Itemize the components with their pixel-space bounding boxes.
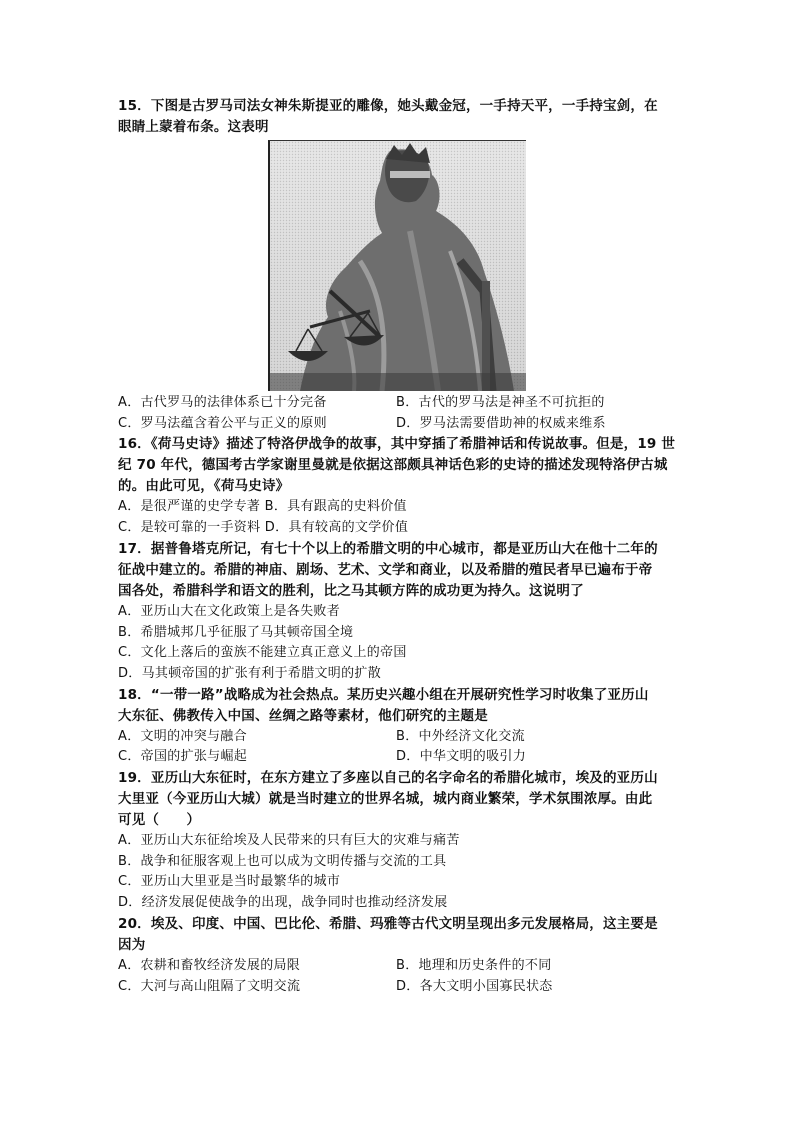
question-19 <box>118 768 678 914</box>
question-18-option-b[interactable]: B．中外经济文化交流 <box>396 728 525 744</box>
question-19-option-c[interactable]: C．亚历山大里亚是当时最繁华的城市 <box>118 874 341 890</box>
question-15-option-b[interactable]: B．古代的罗马法是神圣不可抗拒的 <box>396 395 605 410</box>
question-16-options-cd[interactable]: C．是较可靠的一手资料 D．具有较高的文学价值 <box>118 520 409 536</box>
question-15-stem-line-1: 15．下图是古罗马司法女神朱斯提亚的雕像，她头戴金冠，一手持天平，一手持宝剑，在 <box>118 98 658 114</box>
question-17 <box>118 539 678 685</box>
question-20-stem-line-1: 20．埃及、印度、中国、巴比伦、希腊、玛雅等古代文明呈现出多元发展格局，这主要是 <box>118 915 658 932</box>
statue-image-icon <box>270 141 526 391</box>
question-16-stem-line-1: 16．《荷马史诗》描述了特洛伊战争的故事，其中穿插了希腊神话和传说故事。但是，19 世 <box>118 436 676 453</box>
question-18-stem-line-2: 大东征、佛教传入中国、丝绸之路等素材，他们研究的主题是 <box>118 707 488 724</box>
question-16-stem-line-3: 的。由此可见，《荷马史诗》 <box>118 478 290 495</box>
question-17-option-b[interactable]: B．希腊城邦几乎征服了马其顿帝国全境 <box>118 624 354 640</box>
question-19-option-d[interactable]: D．经济发展促使战争的出现，战争同时也推动经济发展 <box>118 895 448 911</box>
question-15-stem-line-2: 眼睛上蒙着布条。这表明 <box>118 119 269 135</box>
question-15-option-a[interactable]: A．古代罗马的法律体系已十分完备 <box>118 395 327 410</box>
question-20-option-b[interactable]: B．地理和历史条件的不同 <box>396 957 552 973</box>
question-15-option-d[interactable]: D．罗马法需要借助神的权威来维系 <box>396 415 606 431</box>
question-17-option-a[interactable]: A．亚历山大在文化政策上是各失败者 <box>118 603 340 619</box>
question-18 <box>118 685 678 768</box>
question-19-stem-line-1: 19．亚历山大东征时，在东方建立了多座以自己的名字命名的希腊化城市，埃及的亚历山 <box>118 770 658 787</box>
question-17-stem-line-2: 征战中建立的。希腊的神庙、剧场、艺术、文学和商业，以及希腊的殖民者早已遍布于帝 <box>118 561 653 578</box>
question-16-options-ab[interactable]: A．是很严谨的史学专著 B．具有跟高的史料价值 <box>118 499 407 515</box>
question-18-option-c[interactable]: C．帝国的扩张与崛起 <box>118 749 248 765</box>
question-19-stem-line-3: 可见（ ） <box>118 812 201 829</box>
question-17-option-d[interactable]: D．马其顿帝国的扩张有利于希腊文明的扩散 <box>118 665 382 681</box>
question-16 <box>118 434 678 538</box>
question-20-option-c[interactable]: C．大河与高山阻隔了文明交流 <box>118 978 301 994</box>
question-17-option-c[interactable]: C．文化上落后的蛮族不能建立真正意义上的帝国 <box>118 645 407 661</box>
question-18-stem-line-1: 18．“一带一路”战略成为社会热点。某历史兴趣小组在开展研究性学习时收集了亚历山 <box>118 686 649 703</box>
question-19-option-b[interactable]: B．战争和征服客观上也可以成为文明传播与交流的工具 <box>118 853 447 869</box>
question-18-option-d[interactable]: D．中华文明的吸引力 <box>396 749 527 765</box>
justitia-statue-photo <box>268 140 526 391</box>
question-19-option-a[interactable]: A．亚历山大东征给埃及人民带来的只有巨大的灾难与痛苦 <box>118 833 460 849</box>
question-15 <box>118 96 678 434</box>
question-18-option-a[interactable]: A．文明的冲突与融合 <box>118 728 247 744</box>
question-18-options-row-1 <box>118 727 678 748</box>
question-17-stem-line-1: 17．据普鲁塔克所记，有七十个以上的希腊文明的中心城市，都是亚历山大在他十二年的 <box>118 540 658 557</box>
question-18-options-row-2 <box>118 747 678 768</box>
question-20 <box>118 914 678 997</box>
question-15-option-c[interactable]: C．罗马法蕴含着公平与正义的原则 <box>118 415 327 431</box>
question-16-stem-line-2: 纪 70 年代，德国考古学家谢里曼就是依据这部颇具神话色彩的史诗的描述发现特洛伊古城 <box>118 457 668 474</box>
question-15-options-row-2 <box>118 414 678 435</box>
question-15-options-row-1 <box>118 393 678 414</box>
question-20-option-a[interactable]: A．农耕和畜牧经济发展的局限 <box>118 957 301 973</box>
exam-page <box>118 96 678 997</box>
question-17-stem-line-3: 国各处，希腊科学和语文的胜利，比之马其顿方阵的成功更为持久。这说明了 <box>118 582 584 599</box>
question-20-options-row-1 <box>118 956 678 977</box>
question-20-stem-line-2: 因为 <box>118 936 146 953</box>
question-20-option-d[interactable]: D．各大文明小国寡民状态 <box>396 978 553 994</box>
question-20-options-row-2 <box>118 977 678 998</box>
question-19-stem-line-2: 大里亚（今亚历山大城）就是当时建立的世界名城，城内商业繁荣，学术氛围浓厚。由此 <box>118 791 653 808</box>
